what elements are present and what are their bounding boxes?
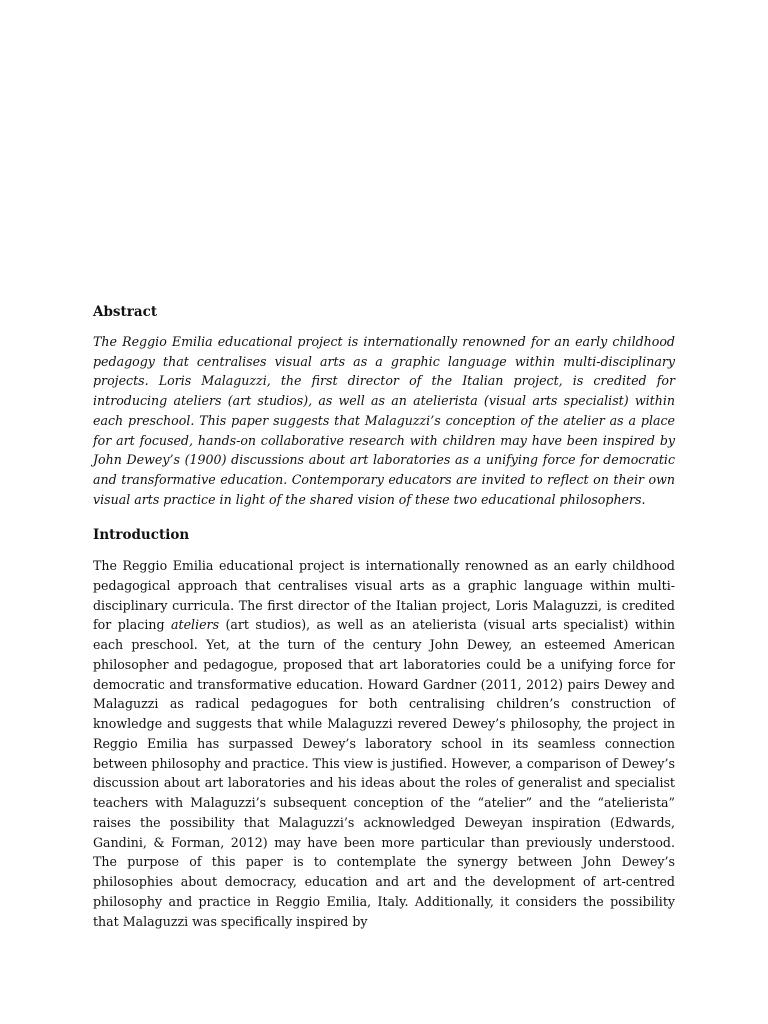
introduction-heading: Introduction [93,527,190,543]
introduction-italic-term: ateliers [171,617,220,633]
abstract-paragraph: The Reggio Emilia educational project is internationally renowned for an early childhood pedagogy that centralises visual arts as a graphic language within multi-disciplinary projects. Loris Malaguzzi, the first director of the Italian project, is credited for introducing ateliers (art studios), as well as an atelierista (visual arts specialist) within each preschool. This paper suggests that Malaguzzi’s conception of the atelier as a place for art focused, hands-on collaborative research with children may have been inspired by John Dewey’s (1900) discussions about art laboratories as a unifying force for democratic and transformative education. Contemporary educators are invited to reflect on their own visual arts practice in light of the shared vision of these two educational philosophers. [93,334,675,507]
introduction-paragraph [93,556,675,931]
introduction-text-part2: (art studios), as well as an atelierista (visual arts specialist) within each preschool. Yet, at the turn of the century John Dewey, an esteemed American philosopher and pedagogue, proposed that art laboratories could be a unifying force for democratic and transformative education. Howard Gardner (2011, 2012) pairs Dewey and Malaguzzi as radical pedagogues for both centralising children’s construction of knowledge and suggests that while Malaguzzi revered Dewey’s philosophy, the project in Reggio Emilia has surpassed Dewey’s laboratory school in its seamless connection between philosophy and practice. This view is justified. However, a comparison of Dewey’s discussion about art laboratories and his ideas about the roles of generalist and specialist teachers with Malaguzzi’s subsequent conception of the “atelier” and the “atelierista” raises the possibility that Malaguzzi’s acknowledged Deweyan inspiration (Edwards, Gandini, & Forman, 2012) may have been more particular than previously understood. The purpose of this paper is to contemplate the synergy between John Dewey’s philosophies about democracy, education and art and the development of art-centred philosophy and practice in Reggio Emilia, Italy. Additionally, it considers the possibility that Malaguzzi was specifically inspired by [93,617,675,929]
introduction-text-part1: The Reggio Emilia educational project is internationally renowned as an early childhood pedagogical approach that centralises visual arts as a graphic language within multi-disciplinary curricula. The first director of the Italian project, Loris Malaguzzi, is credited for placing [93,558,675,633]
abstract-heading: Abstract [93,304,158,320]
